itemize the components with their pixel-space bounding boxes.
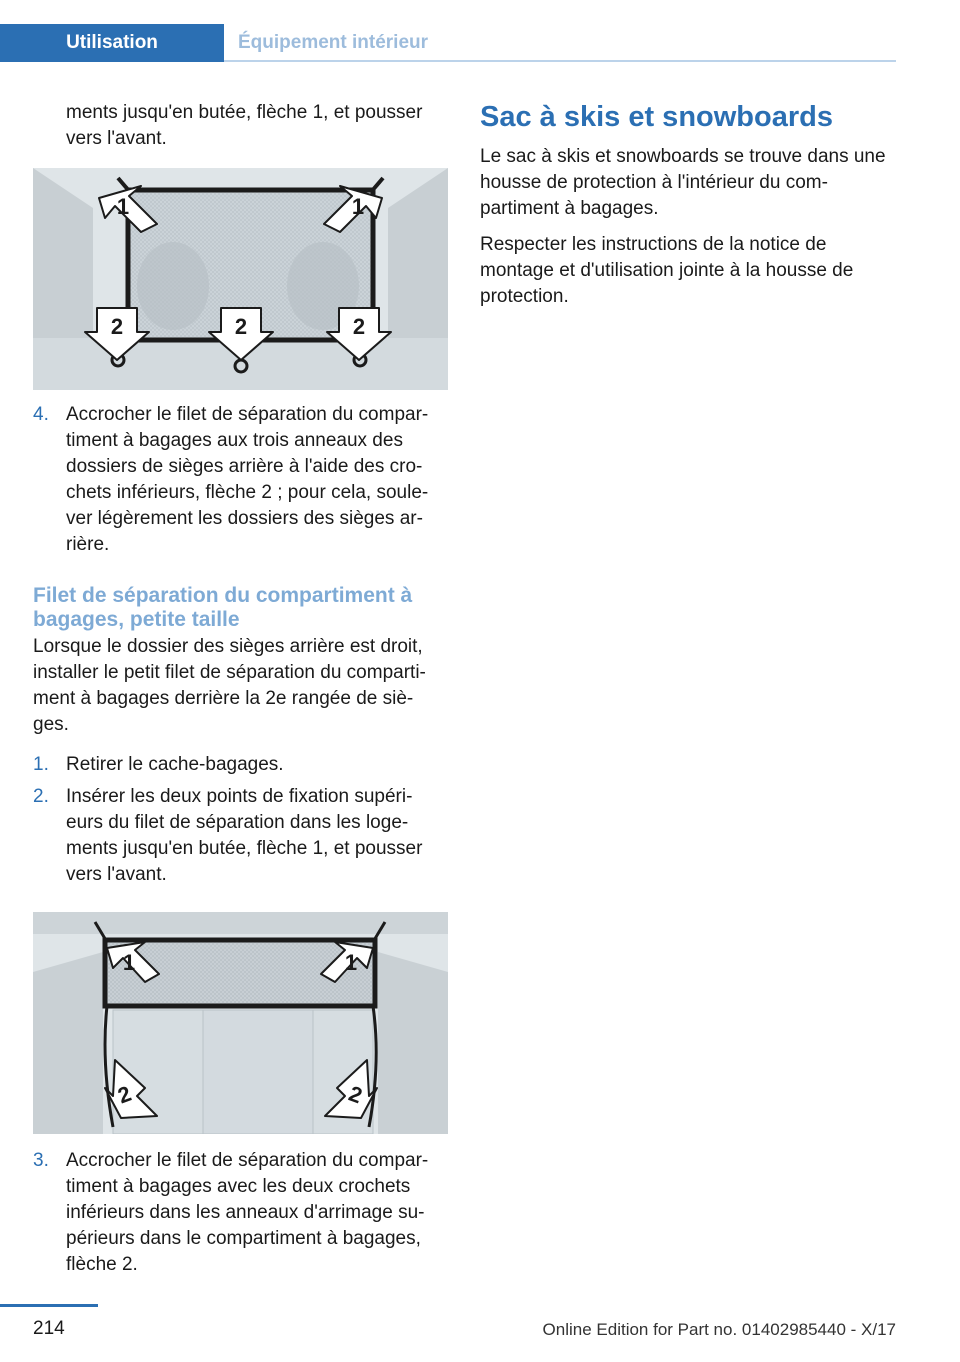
list-item (33, 752, 448, 778)
right-column (480, 100, 895, 310)
callout-2-left: 2 (110, 314, 124, 339)
callout-2-left: 2 (114, 1080, 135, 1109)
step-text: Retirer le cache-bagages. (66, 754, 284, 775)
section-tab: Utilisation (0, 24, 224, 62)
subheading-small-net: Filet de séparation du compartiment à bagages, petite taille (33, 584, 413, 631)
callout-1-left: 1 (116, 194, 130, 219)
step-list-small-net-continued (33, 1148, 448, 1278)
paragraph-small-net: Lorsque le dossier des sièges arrière est droit, installer le petit filet de séparation du comparti‐ment à bagages derrière la 2e rangée de siè‐ges. (33, 636, 426, 735)
edition-text: Online Edition for Part no. 01402985440 - X/17 (542, 1320, 896, 1339)
step-text: Accrocher le filet de séparation du compar‐timent à bagages avec les deux crochets inférieurs dans les anneaux d'arrimage su‐périeurs dans le compartiment à bagages, flèche 2. (66, 1150, 429, 1275)
section-heading-ski-bag: Sac à skis et snowboards (480, 101, 833, 133)
callout-2-right: 2 (345, 1080, 366, 1109)
footer-rule (0, 1304, 98, 1307)
callout-1-right: 1 (344, 950, 358, 975)
step-number: 2. (33, 786, 49, 807)
large-net-illustration (33, 168, 448, 390)
step-text: Insérer les deux points de fixation supéri‐eurs du filet de séparation dans les loge‐ments jusqu'en butée, flèche 1, et pousser vers l'avant. (66, 786, 423, 885)
left-column (33, 100, 448, 1278)
callout-1-right: 1 (351, 194, 365, 219)
step-list-large-net (33, 402, 448, 558)
paragraph-ski-bag-instructions: Respecter les instructions de la notice de montage et d'utilisation jointe à la housse de protection. (480, 234, 854, 307)
figure-large-net (33, 168, 448, 390)
callout-2-center: 2 (234, 314, 248, 339)
step-text: Accrocher le filet de séparation du compar‐timent à bagages aux trois anneaux des dossiers de sièges arrière à l'aide des cro‐chets inférieurs, flèche 2 ; pour cela, soule‐ver légèrement les dossiers des sièges ar‐rière. (66, 404, 429, 555)
list-item (33, 784, 448, 888)
step-number: 4. (33, 404, 49, 425)
chapter-title: Équipement intérieur (238, 32, 429, 53)
header-rule (224, 60, 896, 62)
step-number: 1. (33, 754, 49, 775)
list-item (33, 1148, 448, 1278)
step-list-small-net (33, 752, 448, 888)
small-net-illustration (33, 912, 448, 1134)
step-number: 3. (33, 1150, 49, 1171)
page-number: 214 (33, 1318, 65, 1339)
intro-text: ments jusqu'en butée, flèche 1, et pousser vers l'avant. (66, 102, 423, 149)
figure-small-net (33, 912, 448, 1134)
callout-1-left: 1 (122, 950, 136, 975)
page-header (0, 0, 960, 62)
callout-2-right: 2 (352, 314, 366, 339)
paragraph-ski-bag-location: Le sac à skis et snowboards se trouve dans une housse de protection à l'intérieur du com‐partiment à bagages. (480, 146, 886, 219)
list-item (33, 402, 448, 558)
